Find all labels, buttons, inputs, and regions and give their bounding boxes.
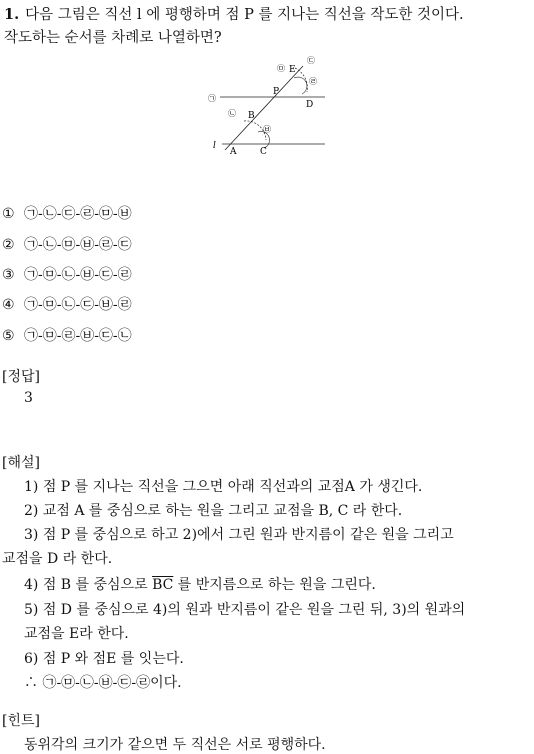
label-circ-ga: ㉠ xyxy=(208,94,216,103)
answer-label: [정답] xyxy=(2,369,40,385)
explanation-label: [해설] xyxy=(2,455,40,471)
explanation-step-2: 2) 교점 A 를 중심으로 하는 원을 그리고 교점을 B, C 라 한다. xyxy=(24,503,403,519)
construction-figure xyxy=(200,52,335,157)
explanation-step-3: 3) 점 P 를 중심으로 하고 2)에서 그린 원과 반지름이 같은 원을 그리고 xyxy=(24,527,454,543)
segment-BC: $\overline{BC}$ xyxy=(152,577,174,593)
label-circ-ma: ㉤ xyxy=(277,64,285,73)
hint-text: 동위각의 크기가 같으면 두 직선은 서로 평행하다. xyxy=(24,737,326,753)
label-B: B xyxy=(248,111,255,121)
label-circ-ba: ㉥ xyxy=(263,125,271,134)
choice-4[interactable]: ④ ㉠-㉤-㉡-㉢-㉥-㉣ xyxy=(2,297,132,313)
choice-2[interactable]: ② ㉠-㉡-㉤-㉥-㉣-㉢ xyxy=(2,237,132,253)
answer-value: 3 xyxy=(24,390,33,406)
explanation-step-3-cont: 교점을 D 라 한다. xyxy=(2,551,113,567)
label-C: C xyxy=(260,147,267,157)
transversal xyxy=(225,66,303,150)
question-line-1 xyxy=(4,3,464,24)
arc-small-D xyxy=(294,77,307,94)
label-circ-da: ㉢ xyxy=(307,56,315,65)
explanation-conclusion: ∴ ㉠-㉤-㉡-㉥-㉢-㉣이다. xyxy=(24,675,182,691)
label-P: P xyxy=(273,87,280,97)
label-circ-na: ㉡ xyxy=(228,109,236,118)
choice-3[interactable]: ③ ㉠-㉤-㉡-㉥-㉢-㉣ xyxy=(2,267,132,283)
question-number: 1. xyxy=(4,6,20,23)
hint-label: [힌트] xyxy=(2,713,40,729)
explanation-step-1: 1) 점 P 를 지나는 직선을 그으면 아래 직선과의 교점A 가 생긴다. xyxy=(24,479,423,495)
explanation-step-6: 6) 점 P 와 점E 를 잇는다. xyxy=(24,651,184,667)
question-text-2: 작도하는 순서를 차례로 나열하면? xyxy=(4,30,222,46)
label-l: l xyxy=(213,141,216,151)
explanation-step-5: 5) 점 D 를 중심으로 4)의 원과 반지름이 같은 원을 그린 뒤, 3)의 원과의 xyxy=(24,602,466,618)
label-D: D xyxy=(306,100,314,110)
arc-around-P xyxy=(295,68,307,92)
explanation-step-4: 4) 점 B 를 중심으로 $\overline{BC}$ 를 반지름으로 하는 원을 그린다. xyxy=(24,577,376,593)
label-E: E xyxy=(289,65,296,75)
label-A: A xyxy=(230,147,237,157)
explanation-step-5-cont: 교점을 E라 한다. xyxy=(24,626,129,642)
choice-5[interactable]: ⑤ ㉠-㉤-㉣-㉥-㉢-㉡ xyxy=(2,328,132,344)
choice-1[interactable]: ① ㉠-㉡-㉢-㉣-㉤-㉥ xyxy=(2,206,132,222)
question-text-1: 다음 그림은 직선 l 에 평행하며 점 P 를 지나는 직선을 작도한 것이다. xyxy=(25,7,464,23)
label-circ-ra: ㉣ xyxy=(309,77,317,86)
